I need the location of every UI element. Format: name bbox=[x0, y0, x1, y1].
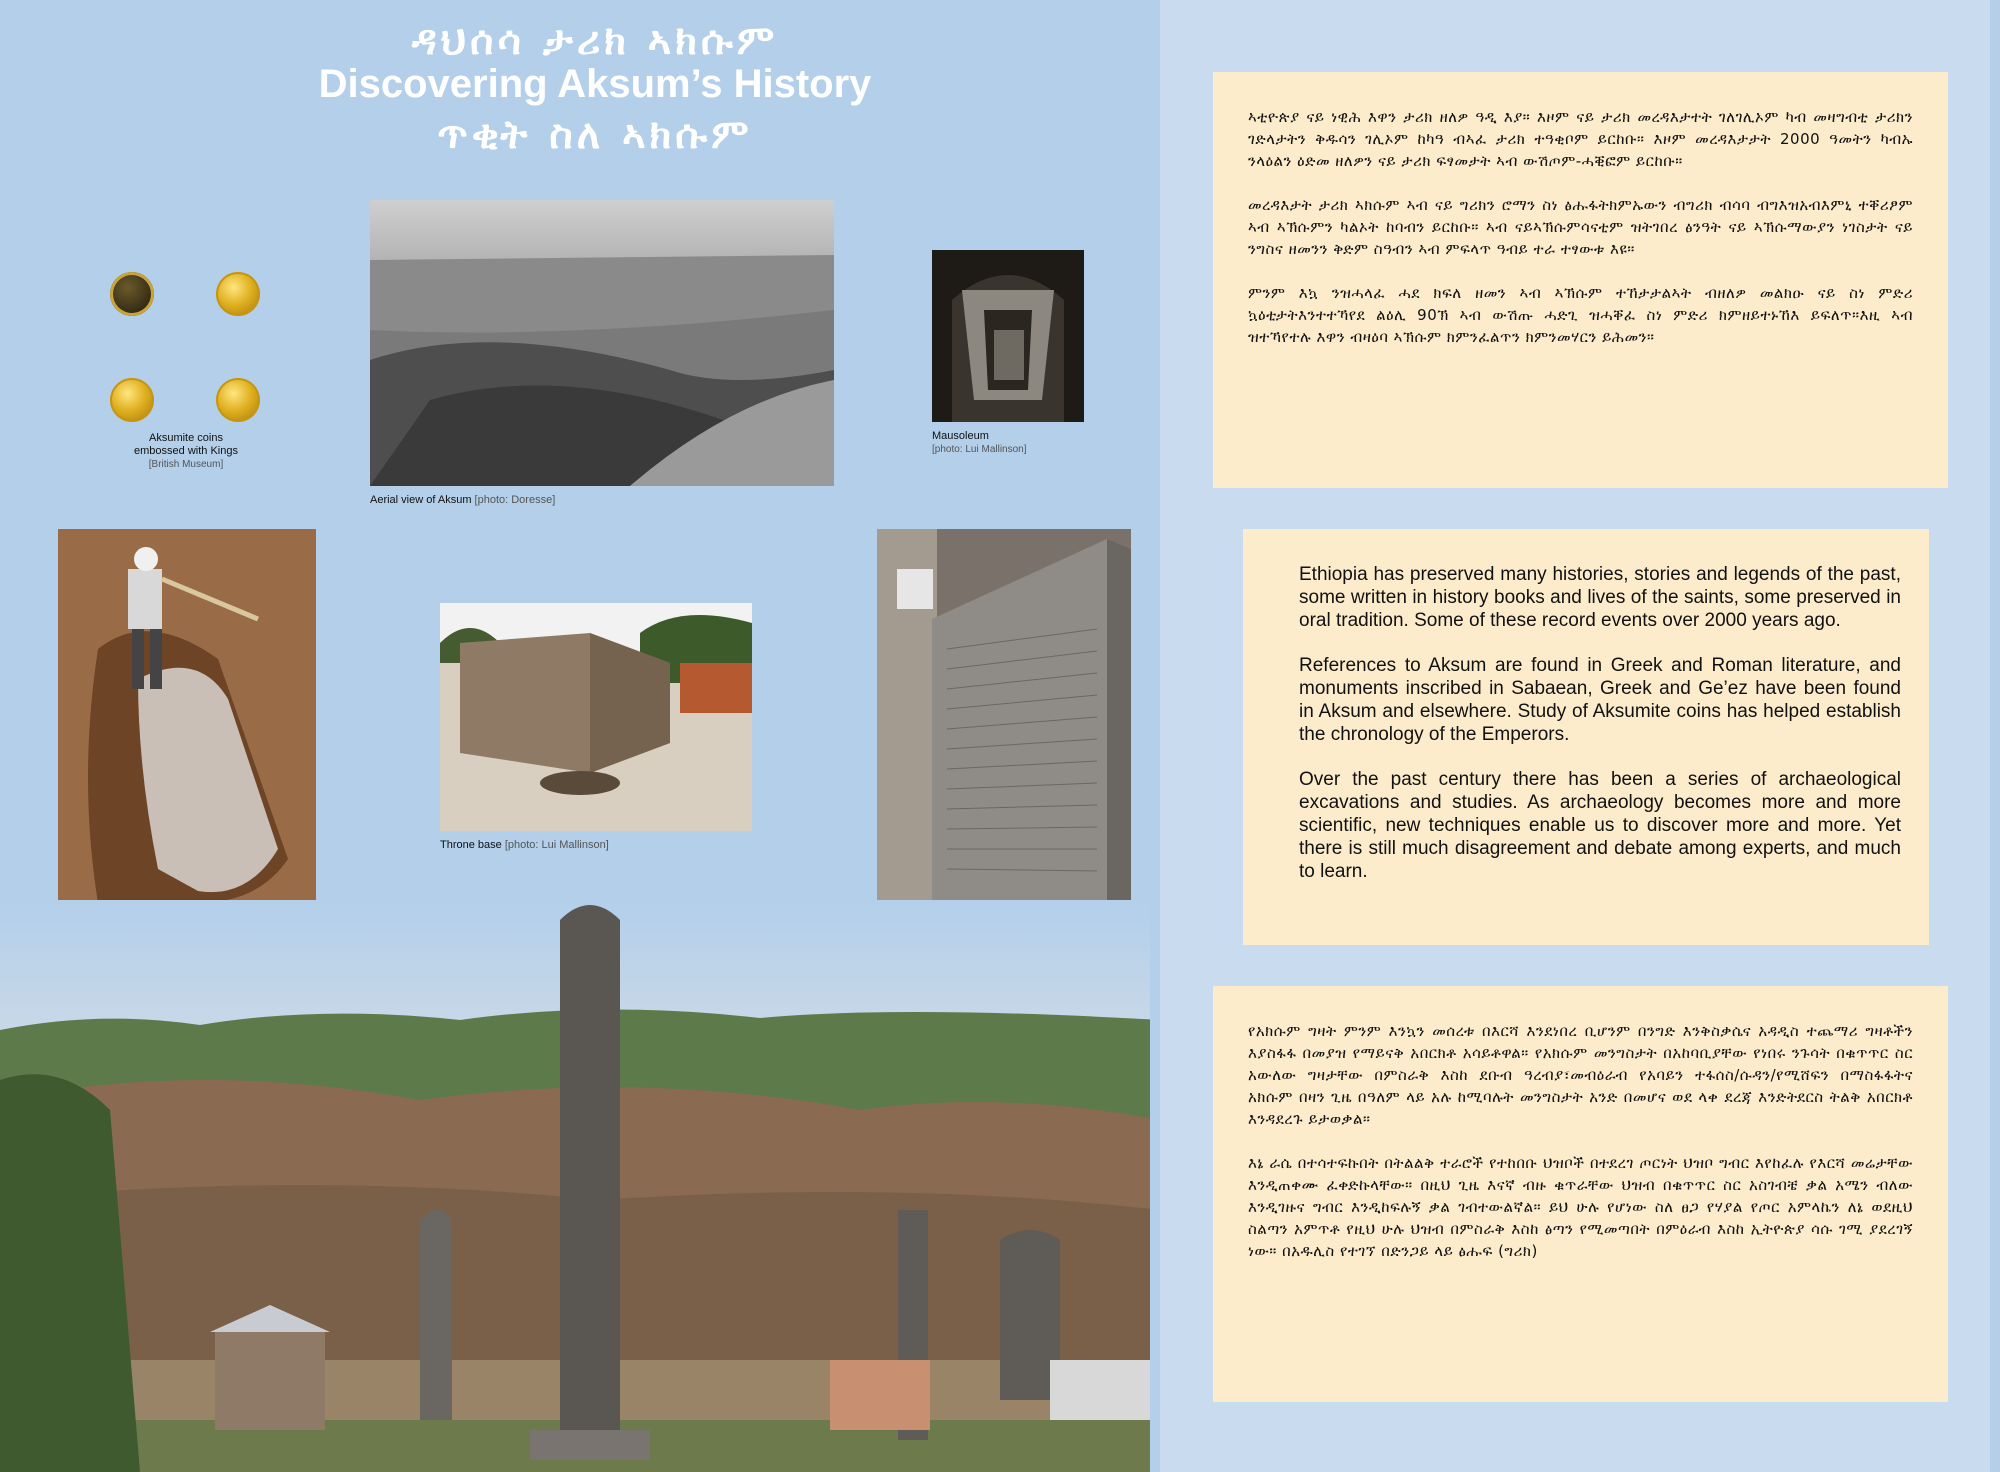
mausoleum-caption bbox=[932, 430, 1092, 456]
tigrinya-paragraph: ኣቲዮጵያ ናይ ነዊሕ እዋን ታሪክ ዘለዎ ዓዲ እያ። እዞም ናይ ታሪክ መረዳእታተት ገለገሊኦም ካብ መዛግብቲ ታሪክን ገድላታትን ቅዱሳን ገሊኦም ከካዓ ብኣፈ ታሪክ ተዓቂቦም ይርከቡ። እዞም መረዳእታታት 2000 ዓመትን ካብኡ ንላዕልን ዕድመ ዘለዎን ናይ ታሪክ ፍፃመታት ኣብ ውሽጦም-ሓቒፎም ይርከቡ። bbox=[1248, 108, 1913, 170]
coin-image bbox=[216, 272, 260, 316]
aerial-caption-credit: [photo: Doresse] bbox=[474, 494, 556, 506]
aerial-caption-label: Aerial view of Aksum bbox=[370, 494, 472, 506]
throne-caption-label: Throne base bbox=[440, 839, 502, 851]
amharic-paragraph: እኔ ራሴ በተሳተፍኩበት በትልልቅ ተራሮች የተከበቡ ህዝቦች በተደረገ ጦርነት ህዝቦ ግብር እየከፈሉ የእርሻ መሬታቸው እንዲጠቀሙ ፈቀድኩላቸው። በዚህ ጊዜ እናኛ ብዙ ቁጥራቸው ህዝብ በቁጥጥር ስር አስገብቼ ቃል አሜን ብለው እንዲገዙና ግብር እንዲከፍሉኝ ቃል ገብተውልኛል። ይህ ሁሉ የሆነው ስለ ፀጋ የሃያል የጦር አምላኬን ለኔ ወደዚህ ስልጣን አምጥቶ የዚህ ሁሉ ህዝብ በምስራቅ እስከ ፅጣን የሚመጣበት በምዕራብ እስከ ኢትዮጵያ ሳሱ ገሚ ያደረገኝ ነው። በአዱሊስ የተገኘ በድንጋይ ላይ ፅሑፍ (ግሪክ) bbox=[1248, 1154, 1913, 1260]
coin-image bbox=[216, 378, 260, 422]
mausoleum-caption-credit: [photo: Lui Mallinson] bbox=[932, 444, 1027, 455]
tigrinya-paragraph: መረዳእታት ታሪክ ኣክሱም ኣብ ናይ ግሪክን ሮማን ስነ ፅሑፋትክምኡውን ብግሪክ ብሳባ ብግእዝአብእምኒ ተቐሪፆም ኣብ ኣኽሱምን ካልኦት ከባብን ይርከቡ። ኣብ ናይኣኽሱምሳናቲም ዝትገበረ ፅንዓት ናይ ኣኽሱማውያን ነገስታት ናይ ንግስና ዘመንን ቅድም ስዓብን ኣብ ምፍላጥ ዓብይ ተራ ተፃውቱ እዩ። bbox=[1248, 196, 1913, 258]
english-paragraph: Ethiopia has preserved many histories, stories and legends of the past, some written in history books and lives of the saints, some preserved in oral tradition. Some of these record events over 2000 years ago. bbox=[1299, 564, 1901, 631]
english-paragraph: References to Aksum are found in Greek and Roman literature, and monuments inscribed in Sabaean, Greek and Ge’ez have been found in Aksum and elsewhere. Study of Aksumite coins has helped establish the chronology of the Emperors. bbox=[1299, 655, 1901, 745]
unearthing-stele-photo bbox=[58, 529, 316, 903]
ezana-inscription-photo bbox=[877, 529, 1131, 903]
english-text-box bbox=[1243, 529, 1929, 945]
aerial-view-photo bbox=[370, 200, 834, 486]
english-paragraph: Over the past century there has been a series of archaeological excavations and studies. As archaeology becomes more and more scientific, new techniques enable us to discover more and more. Yet there is still much disagreement and debate among experts, and much to learn. bbox=[1299, 769, 1901, 882]
mausoleum-photo bbox=[932, 250, 1084, 422]
coins-caption-line2: embossed with Kings bbox=[134, 445, 238, 457]
aerial-caption bbox=[370, 494, 834, 507]
coins-caption bbox=[100, 432, 272, 471]
title-amharic: ጥቂት ስለ ኣክሱም bbox=[437, 112, 753, 158]
throne-base-photo bbox=[440, 603, 752, 831]
mausoleum-caption-label: Mausoleum bbox=[932, 430, 989, 442]
coins-caption-credit: [British Museum] bbox=[148, 459, 224, 470]
tigrinya-paragraph: ምንም እኳ ንዝሓላፈ ሓደ ክፍለ ዘመን ኣብ ኣኽሱም ተኸታታልኣት ብዘለዎ መልክዑ ናይ ስነ ምድሪ ኳዕቲታትእንተተኻየደ ልዕሊ 90ኽ ኣብ ውሽጡ ሓድጊ ዝሓቐፈ ስነ ምድሪ ክምዘይተኑኸእ ይፍለጥ።እዚ ኣብ ዝተኻየተሉ እዋን ብዛዕባ ኣኽሱም ክምንፈልጥን ክምንመሃርን ይሕመን። bbox=[1248, 284, 1914, 346]
coin-image bbox=[110, 272, 154, 316]
title-tigrinya: ዳህሰሳ ታሪክ ኣክሱም bbox=[411, 18, 779, 64]
right-panel bbox=[1150, 0, 2000, 1472]
amharic-text-box bbox=[1213, 986, 1948, 1402]
tigrinya-text-box bbox=[1213, 72, 1948, 488]
throne-caption-credit: [photo: Lui Mallinson] bbox=[504, 839, 609, 851]
coins-caption-line1: Aksumite coins bbox=[149, 432, 223, 444]
throne-caption bbox=[440, 839, 752, 852]
coin-image bbox=[110, 378, 154, 422]
stelae-field-photo bbox=[0, 900, 1160, 1472]
title-english: Discovering Aksum’s History bbox=[318, 62, 872, 106]
amharic-paragraph: የአክሱም ግዛት ምንም እንኳን መሰረቱ በእርሻ እንደነበረ ቢሆንም በንግድ እንቅስቃሴና አዳዲስ ተጨማሪ ግዛቶችን እያስፋፋ በመያዝ የማይናቅ አበርክቶ አሳይቶዋል። የአክሱም መንግስታት በአከባቢያቸው የነበሩ ንጉሳት በቁጥጥር ስር አውለው ግዛታቸው በምስራቅ እስከ ደቡብ ዓረብያ፣መብዕራብ የአባይን ተፋሰስ/ሱዳን/የሚሸፍን በማስፋፋትና አክሱም በዛን ጊዜ በዓለም ላይ አሉ ከሚባሉት መንግስታት አንድ በመሆና ወደ ላቀ ደረጃ እንድትደርስ ትልቅ አበርክቶ እንዳደረጉ ይታወቃል። bbox=[1248, 1022, 1913, 1128]
